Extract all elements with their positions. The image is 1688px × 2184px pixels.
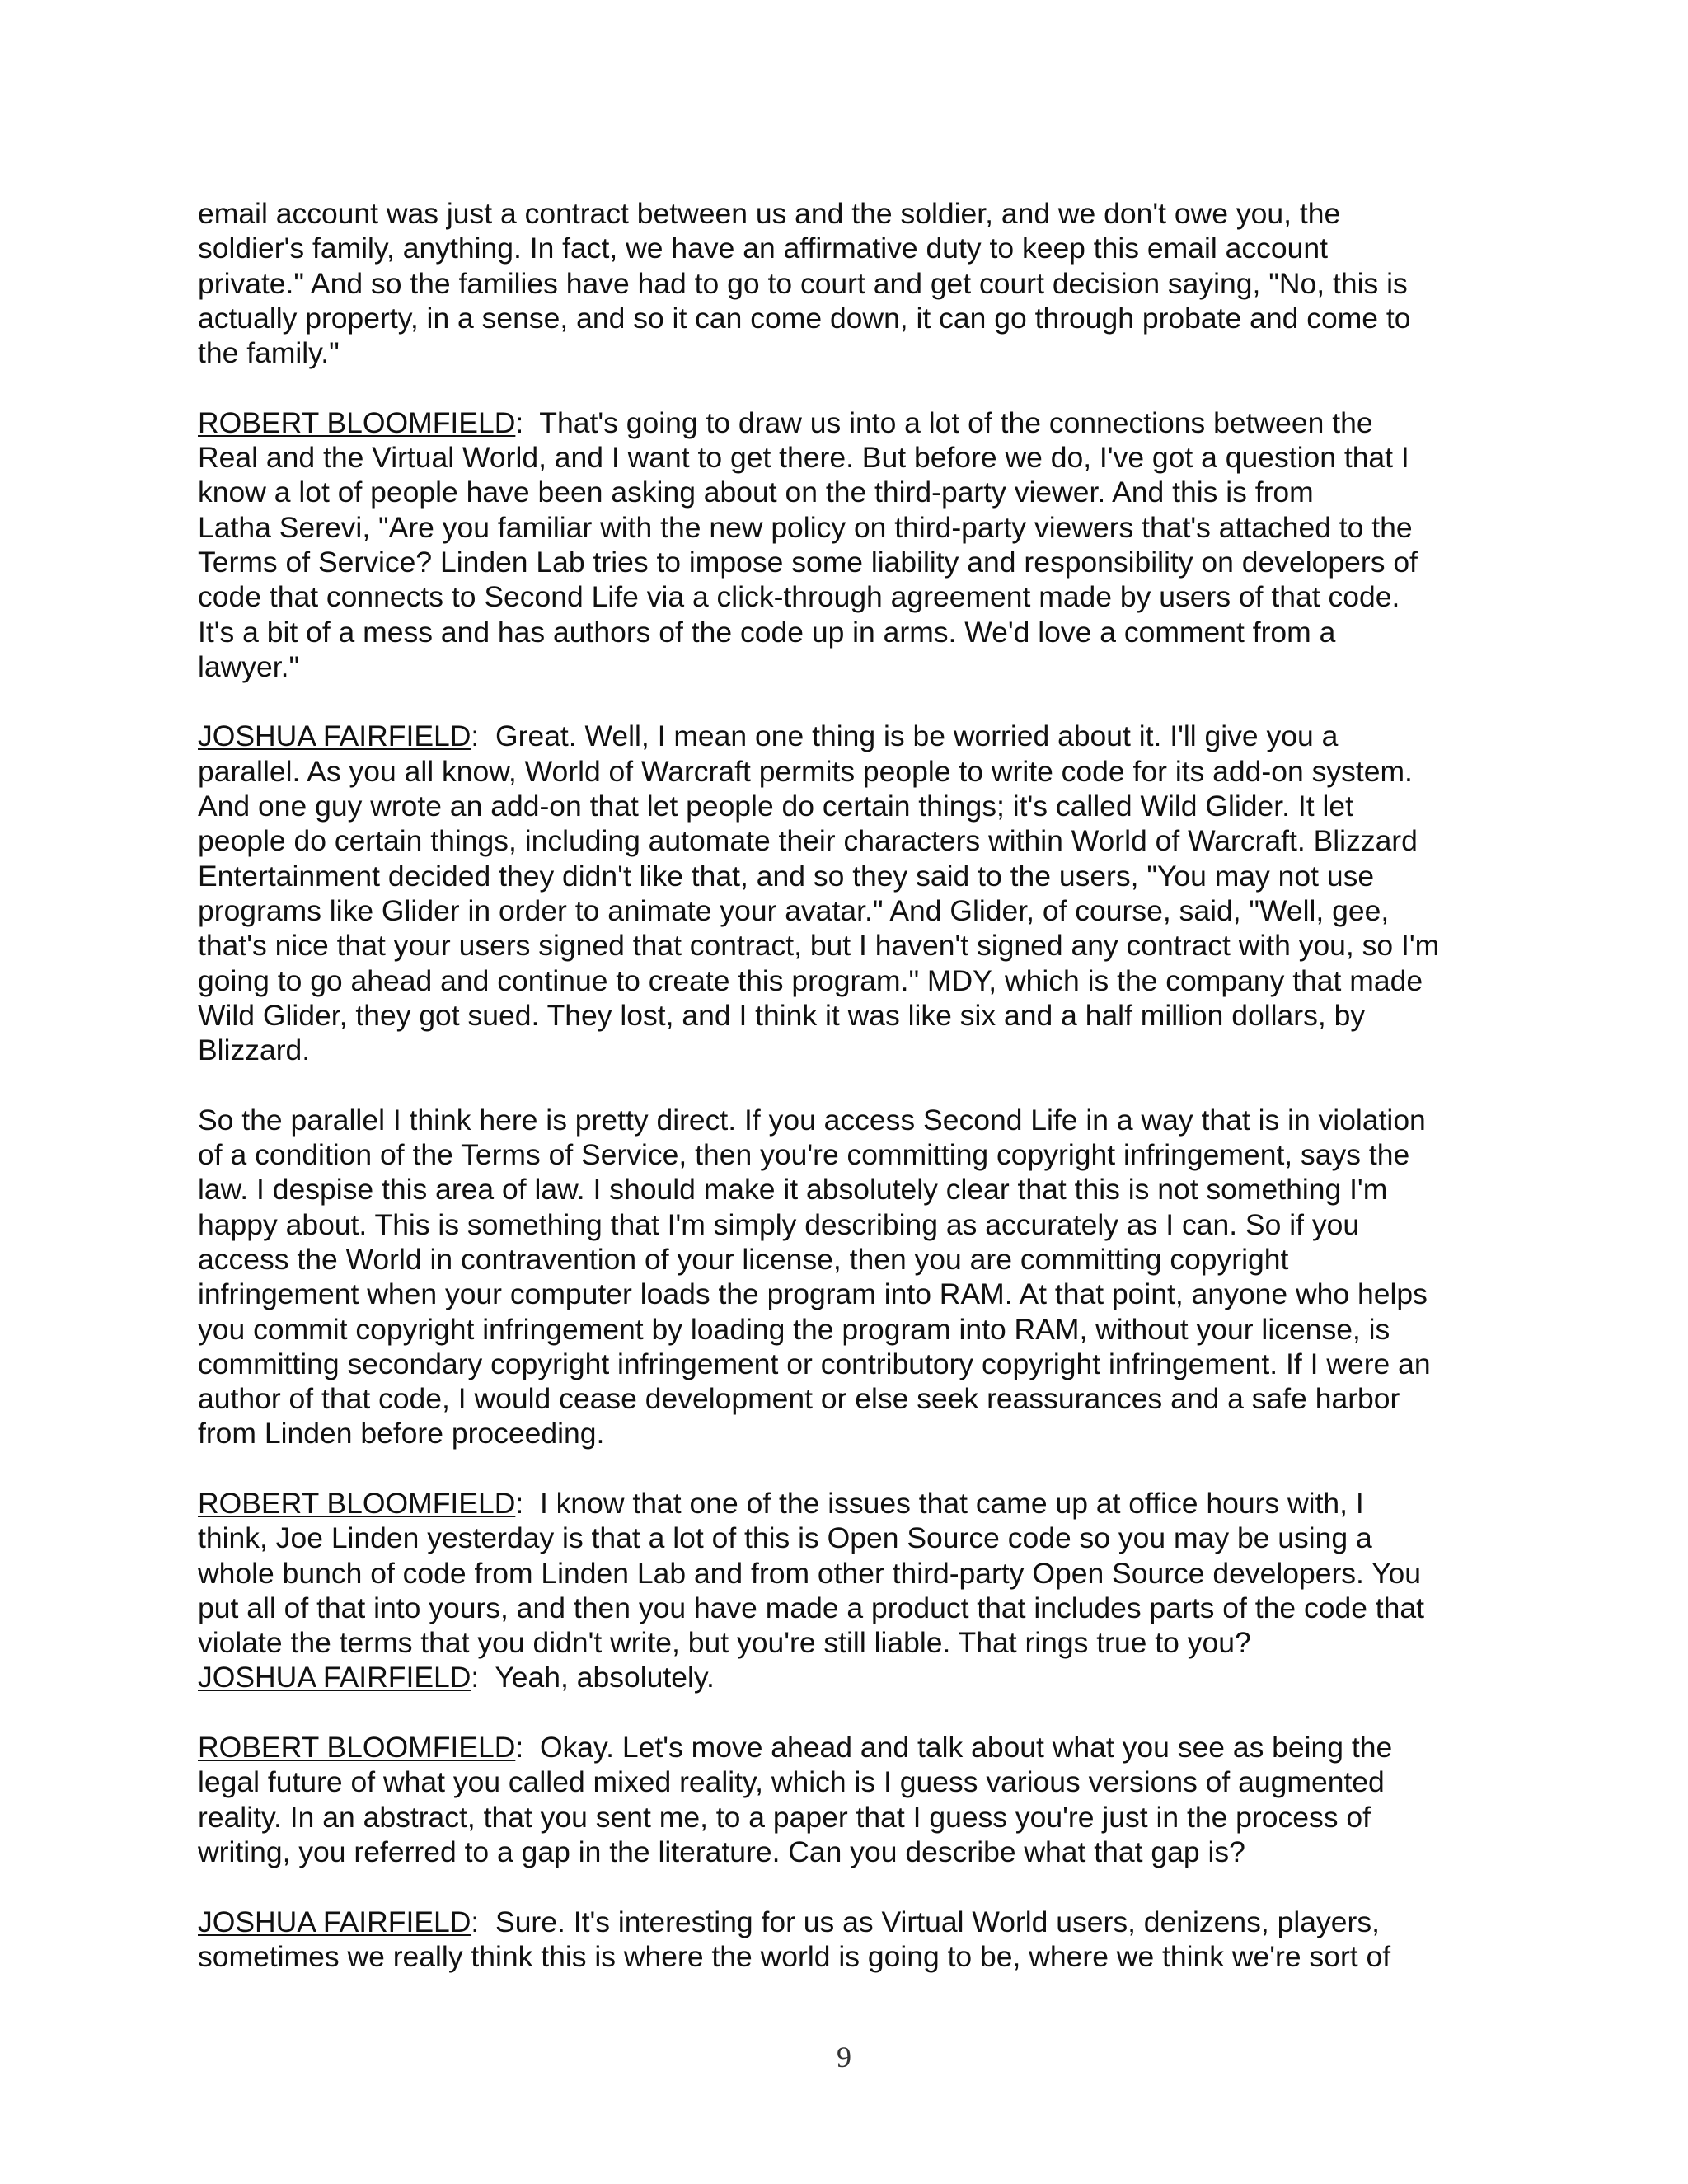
text-line: whole bunch of code from Linden Lab and from other third-party Open Source developers. You xyxy=(198,1556,1422,1590)
speaker-separator: : xyxy=(515,1486,540,1520)
text-line: programs like Glider in order to animate your avatar." And Glider, of course, said, "Well, gee, xyxy=(198,893,1390,927)
text-line: of a condition of the Terms of Service, then you're committing copyright infringement, says the xyxy=(198,1138,1410,1172)
text-line: going to go ahead and continue to create this program." MDY, which is the company that made xyxy=(198,963,1423,997)
paragraph xyxy=(198,1905,1500,1975)
text-line: legal future of what you called mixed reality, which is I guess various versions of augmented xyxy=(198,1765,1385,1799)
page-number: 9 xyxy=(837,2041,851,2074)
paragraph xyxy=(198,1730,1500,1869)
text-line: law. I despise this area of law. I should make it absolutely clear that this is not something I'm xyxy=(198,1173,1388,1207)
speaker-separator: : xyxy=(515,405,540,439)
text-line: private." And so the families have had to go to court and get court decision saying, "No, this is xyxy=(198,266,1408,300)
text-line: committing secondary copyright infringement or contributory copyright infringement. If I were an xyxy=(198,1347,1431,1380)
text-line: Blizzard. xyxy=(198,1033,311,1067)
text-line: Yeah, absolutely. xyxy=(495,1661,715,1694)
text-line: Great. Well, I mean one thing is be worried about it. I'll give you a xyxy=(495,719,1339,753)
text-line: reality. In an abstract, that you sent me, to a paper that I guess you're just in the process of xyxy=(198,1800,1371,1834)
text-line: access the World in contravention of your license, then you are committing copyright xyxy=(198,1242,1289,1276)
text-line: infringement when your computer loads the program into RAM. At that point, anyone who helps xyxy=(198,1277,1428,1311)
text-line: And one guy wrote an add-on that let people do certain things; it's called Wild Glider. It let xyxy=(198,790,1353,823)
paragraph xyxy=(198,1660,1500,1694)
speaker-name: ROBERT BLOOMFIELD xyxy=(198,405,516,439)
text-line: It's a bit of a mess and has authors of the code up in arms. We'd love a comment from a xyxy=(198,615,1336,649)
text-line: put all of that into yours, and then you have made a product that includes parts of the code that xyxy=(198,1591,1425,1624)
speaker-name: JOSHUA FAIRFIELD xyxy=(198,719,471,753)
speaker-name: ROBERT BLOOMFIELD xyxy=(198,1486,516,1520)
text-line: people do certain things, including automate their characters within World of Warcraft. Blizzard xyxy=(198,824,1418,858)
text-line: that's nice that your users signed that contract, but I haven't signed any contract with you, so I'm xyxy=(198,929,1440,963)
text-line: Entertainment decided they didn't like that, and so they said to the users, "You may not use xyxy=(198,859,1375,893)
text-line: So the parallel I think here is pretty direct. If you access Second Life in a way that is in violation xyxy=(198,1103,1426,1137)
text-line: from Linden before proceeding. xyxy=(198,1417,605,1451)
text-line: I know that one of the issues that came up at office hours with, I xyxy=(539,1486,1364,1520)
text-line: violate the terms that you didn't write, but you're still liable. That rings true to you? xyxy=(198,1626,1251,1660)
paragraph xyxy=(198,1486,1500,1660)
text-line: writing, you referred to a gap in the literature. Can you describe what that gap is? xyxy=(198,1835,1245,1868)
transcript-body xyxy=(198,196,1500,2008)
text-line: soldier's family, anything. In fact, we have an affirmative duty to keep this email account xyxy=(198,232,1328,265)
text-line: sometimes we really think this is where the world is going to be, where we think we're sort of xyxy=(198,1939,1391,1973)
speaker-separator: : xyxy=(515,1731,540,1765)
speaker-name: ROBERT BLOOMFIELD xyxy=(198,1731,516,1765)
text-line: you commit copyright infringement by loading the program into RAM, without your license, is xyxy=(198,1312,1390,1346)
text-line: think, Joe Linden yesterday is that a lot of this is Open Source code so you may be using a xyxy=(198,1521,1372,1555)
text-line: happy about. This is something that I'm simply describing as accurately as I can. So if you xyxy=(198,1207,1360,1241)
text-line: Sure. It's interesting for us as Virtual World users, denizens, players, xyxy=(495,1905,1380,1938)
speaker-name: JOSHUA FAIRFIELD xyxy=(198,1905,471,1938)
speaker-separator: : xyxy=(471,1905,496,1938)
text-line: Latha Serevi, "Are you familiar with the new policy on third-party viewers that's attached to the xyxy=(198,510,1413,544)
text-line: parallel. As you all know, World of Warcraft permits people to write code for its add-on system. xyxy=(198,754,1413,788)
text-line: Wild Glider, they got sued. They lost, and I think it was like six and a half million dollars, by xyxy=(198,998,1366,1032)
text-line: Real and the Virtual World, and I want to get there. But before we do, I've got a question that I xyxy=(198,441,1409,475)
text-line: Terms of Service? Linden Lab tries to impose some liability and responsibility on developers of xyxy=(198,545,1418,579)
text-line: actually property, in a sense, and so it can come down, it can go through probate and come to xyxy=(198,301,1411,335)
text-line: code that connects to Second Life via a click-through agreement made by users of that code. xyxy=(198,580,1400,614)
paragraph xyxy=(198,1103,1500,1451)
speaker-separator: : xyxy=(471,1661,495,1694)
speaker-separator: : xyxy=(471,719,496,753)
text-line: That's going to draw us into a lot of the connections between the xyxy=(539,405,1373,439)
text-line: lawyer." xyxy=(198,649,300,683)
text-line: author of that code, I would cease development or else seek reassurances and a safe harbor xyxy=(198,1382,1400,1416)
text-line: know a lot of people have been asking about on the third-party viewer. And this is from xyxy=(198,476,1314,509)
text-line: Okay. Let's move ahead and talk about what you see as being the xyxy=(539,1731,1393,1765)
speaker-name: JOSHUA FAIRFIELD xyxy=(198,1661,471,1694)
paragraph xyxy=(198,405,1500,684)
paragraph xyxy=(198,719,1500,1067)
paragraph xyxy=(198,196,1500,370)
text-line: the family." xyxy=(198,336,340,370)
text-line: email account was just a contract between us and the soldier, and we don't owe you, the xyxy=(198,197,1341,230)
